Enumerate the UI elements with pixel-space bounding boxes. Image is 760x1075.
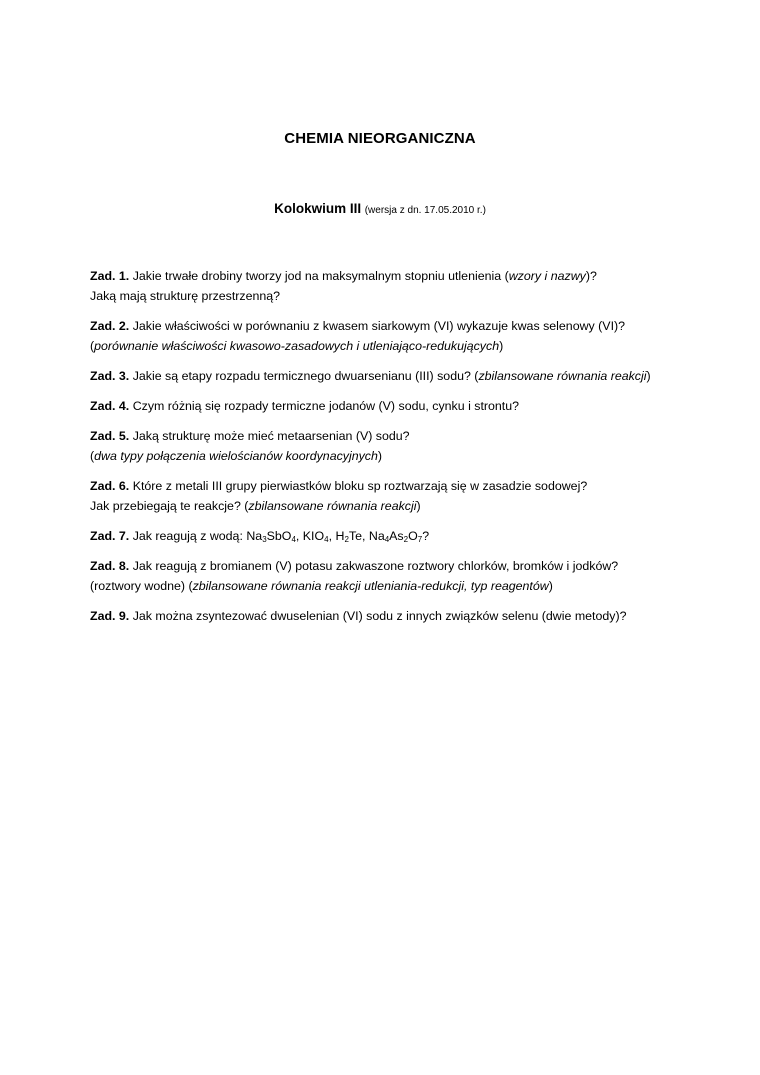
task-5-line-2: [90, 446, 730, 466]
task-9-text: Jak można zsyntezować dwuselenian (VI) sodu z innych związków selenu (dwie metody)?: [129, 609, 627, 623]
task-9: [90, 606, 730, 626]
task-2-text: Jakie właściwości w porównaniu z kwasem siarkowym (VI) wykazuje kwas selenowy (VI)?: [129, 319, 626, 333]
formula-separator-1: ,: [295, 529, 303, 543]
task-3-end: ): [646, 369, 651, 383]
formula-1-sub-b: 4: [291, 535, 296, 544]
task-6: [90, 476, 730, 516]
task-8-line-2: [90, 576, 730, 596]
task-1-line-2: Jaką mają strukturę przestrzenną?: [90, 289, 281, 303]
task-7-label: Zad. 7.: [90, 529, 130, 543]
task-2-label: Zad. 2.: [90, 319, 130, 333]
task-1-text: Jakie trwałe drobiny tworzy jod na maksymalnym stopniu utlenienia (: [129, 269, 509, 283]
task-8-line-2-text: (roztwory wodne) (: [90, 579, 193, 593]
task-2-close-paren: ): [499, 339, 504, 353]
task-6-text: Które z metali III grupy pierwiastków bloku sp roztwarzają się w zasadzie sodowej?: [129, 479, 588, 493]
task-9-label: Zad. 9.: [90, 609, 130, 623]
task-6-line-2-text: Jak przebiegają te reakcje? (: [90, 499, 249, 513]
task-3-italic: zbilansowane równania reakcji: [478, 369, 647, 383]
task-3-label: Zad. 3.: [90, 369, 130, 383]
formula-separator-3: ,: [361, 529, 369, 543]
task-7-end: ?: [422, 529, 430, 543]
subtitle-main: Kolokwium III: [274, 201, 362, 216]
task-6-line-1: [90, 476, 730, 496]
formula-3-sub-a: 2: [344, 535, 349, 544]
task-1: [90, 266, 730, 306]
formula-2-part-a: KIO: [302, 529, 325, 543]
task-4-label: Zad. 4.: [90, 399, 130, 413]
task-2-line-1: [90, 316, 730, 336]
task-2-line-2: [90, 336, 730, 356]
formula-1-part-a: Na: [246, 529, 263, 543]
task-8-line-1: [90, 556, 730, 576]
formula-2-sub-a: 4: [324, 535, 329, 544]
subtitle-version-note: (wersja z dn. 17.05.2010 r.): [364, 205, 486, 216]
task-5-italic: dwa typy połączenia wielościanów koordynacyjnych: [94, 449, 378, 463]
task-6-italic: zbilansowane równania reakcji: [248, 499, 417, 513]
task-1-italic: wzory i nazwy: [508, 269, 586, 283]
formula-4-sub-b: 2: [403, 535, 409, 544]
task-8-close-paren: ): [548, 579, 553, 593]
task-7-line-1: [90, 526, 730, 546]
task-8-italic: zbilansowane równania reakcji utleniania-redukcji, typ reagentów: [192, 579, 549, 593]
task-1-end: )?: [585, 269, 597, 283]
task-5-line-1: [90, 426, 730, 446]
task-6-close-paren: ): [416, 499, 421, 513]
task-2: [90, 316, 730, 356]
formula-na3sbo4: [246, 529, 296, 543]
formula-h2te: [335, 529, 362, 543]
task-5-close-paren: ): [377, 449, 383, 463]
task-7-text: Jak reagują z wodą:: [129, 529, 247, 543]
formula-1-part-b: SbO: [266, 529, 292, 543]
task-8: [90, 556, 730, 596]
formula-4-part-b: As: [389, 529, 404, 543]
task-3: [90, 366, 730, 386]
formula-4-sub-a: 4: [384, 535, 390, 544]
task-5-open-paren: (: [90, 449, 95, 463]
formula-na4as2o7: [369, 529, 422, 543]
task-3-line-1: [90, 366, 730, 386]
document-subtitle: [0, 201, 760, 216]
task-1-label: Zad. 1.: [90, 269, 130, 283]
task-4-line-1: [90, 396, 730, 416]
document-title: CHEMIA NIEORGANICZNA: [284, 130, 476, 147]
formula-4-sub-c: 7: [417, 535, 423, 544]
task-6-label: Zad. 6.: [90, 479, 130, 493]
task-5: [90, 426, 730, 466]
formula-3-part-a: H: [335, 529, 345, 543]
formula-3-part-b: Te: [348, 529, 362, 543]
task-4: [90, 396, 730, 416]
task-7: [90, 526, 730, 546]
task-2-italic: porównanie właściwości kwasowo-zasadowych i utleniająco-redukujących: [94, 339, 500, 353]
task-5-label: Zad. 5.: [90, 429, 130, 443]
formula-separator-2: ,: [328, 529, 336, 543]
task-3-text: Jakie są etapy rozpadu termicznego dwuarsenianu (III) sodu? (: [129, 369, 479, 383]
task-list: [90, 266, 730, 636]
task-5-text: Jaką strukturę może mieć metaarsenian (V) sodu?: [129, 429, 410, 443]
task-6-line-2: [90, 496, 730, 516]
task-2-open-paren: (: [90, 339, 95, 353]
formula-4-part-c: O: [408, 529, 418, 543]
task-8-text: Jak reagują z bromianem (V) potasu zakwaszone roztwory chlorków, bromków i jodków?: [129, 559, 619, 573]
task-9-line-1: [90, 606, 730, 626]
task-8-label: Zad. 8.: [90, 559, 130, 573]
task-4-text: Czym różnią się rozpady termiczne jodanów (V) sodu, cynku i strontu?: [129, 399, 520, 413]
formula-1-sub-a: 3: [262, 535, 267, 544]
formula-kio4: [303, 529, 329, 543]
formula-4-part-a: Na: [368, 529, 385, 543]
task-1-line-1: [90, 266, 730, 286]
